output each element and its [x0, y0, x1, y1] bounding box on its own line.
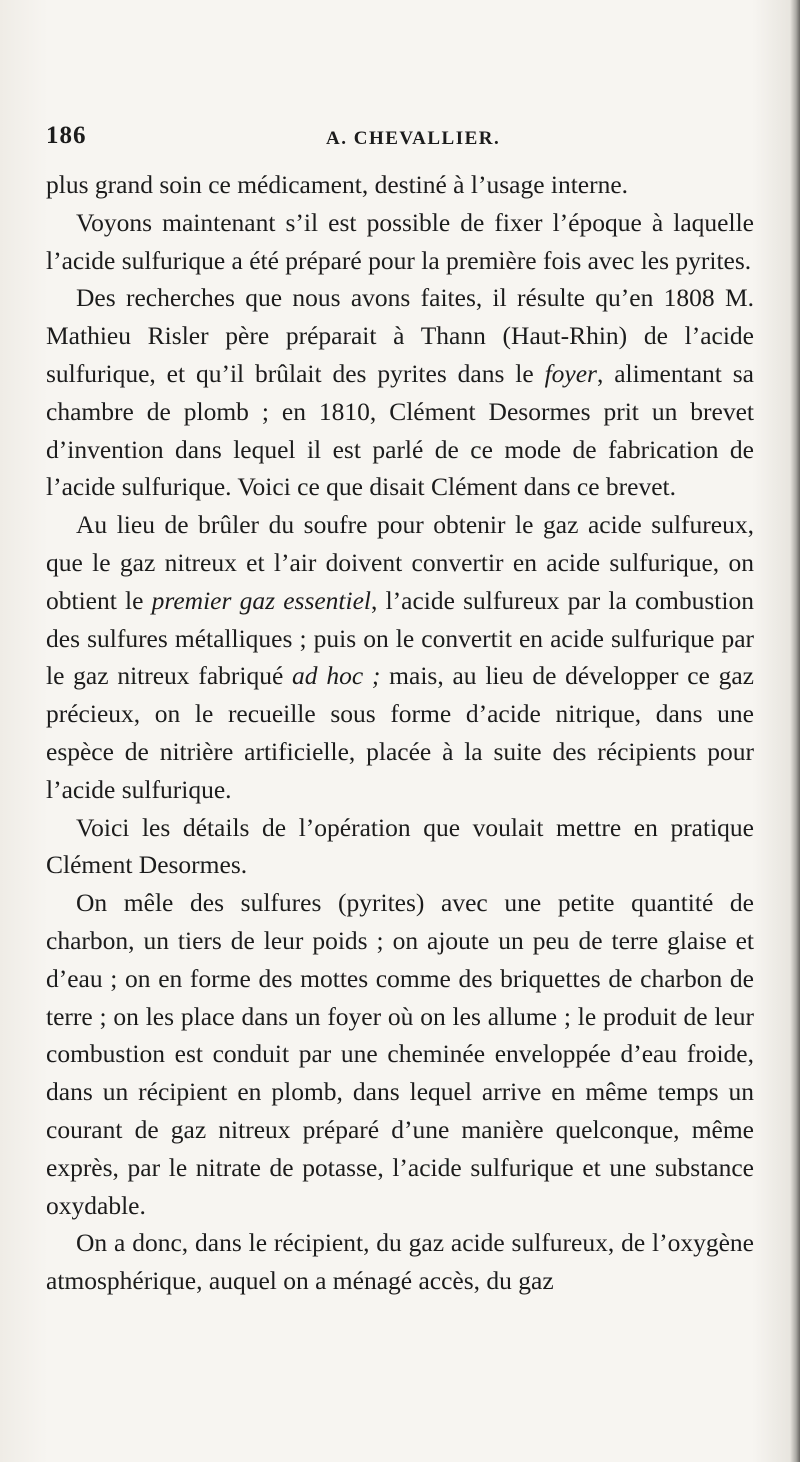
- page-edge-shadow: [790, 0, 800, 1462]
- italic-foyer: foyer: [544, 358, 597, 388]
- page-header: [46, 122, 756, 158]
- paragraph-1: plus grand soin ce médicament, destiné à l’usage interne.: [46, 170, 629, 199]
- body-text: [46, 166, 754, 1300]
- page-number: 186: [46, 122, 87, 149]
- italic-ad-hoc: ad hoc ;: [292, 661, 381, 691]
- italic-premier-gaz: premier gaz essentiel: [151, 585, 372, 615]
- paragraph-7: On a donc, dans le récipient, du gaz acide sulfureux, de l’oxygène atmosphérique, auquel on a ménagé accès, du gaz: [46, 1228, 754, 1296]
- paragraph-3: Des recherches que nous avons faites, il résulte qu’en 1808 M. Mathieu Risler père préparait à Thann (Haut-Rhin) de l’acide sulfurique, et qu’il brûlait des pyrites dans le foyer, alimentant sa chambre de plomb ; en 1810, Clément Desormes prit un brevet d’invention dans lequel il est parlé de ce mode de fabrication de l’acide sulfurique. Voici ce que disait Clément dans ce brevet.: [46, 283, 754, 502]
- paragraph-5: Voici les détails de l’opération que voulait mettre en pratique Clément Desormes.: [46, 812, 754, 880]
- paragraph-6: On mêle des sulfures (pyrites) avec une petite quantité de charbon, un tiers de leur poids ; on ajoute un peu de terre glaise et d’eau ; on en forme des mottes comme des briquettes de charbon de terre ; on les place dans un foyer où on les allume ; le produit de leur combustion est conduit par une cheminée enveloppée d’eau froide, dans un récipient en plomb, dans lequel arrive en même temps un courant de gaz nitreux préparé d’une manière quelconque, même exprès, par le nitrate de potasse, l’acide sulfurique et une substance oxydable.: [46, 888, 754, 1220]
- paragraph-4: Au lieu de brûler du soufre pour obtenir le gaz acide sulfureux, que le gaz nitreux et l’air doivent convertir en acide sulfurique, on obtient le premier gaz essentiel, l’acide sulfureux par la combustion des sulfures métalliques ; puis on le convertit en acide sulfurique par le gaz nitreux fabriqué ad hoc ; mais, au lieu de développer ce gaz précieux, on le recueille sous forme d’acide nitrique, dans une espèce de nitrière artificielle, placée à la suite des récipients pour l’acide sulfurique.: [46, 510, 754, 804]
- running-head: A. CHEVALLIER.: [326, 128, 501, 149]
- paragraph-2: Voyons maintenant s’il est possible de fixer l’époque à laquelle l’acide sulfurique a été préparé pour la première fois avec les pyrites.: [46, 207, 754, 275]
